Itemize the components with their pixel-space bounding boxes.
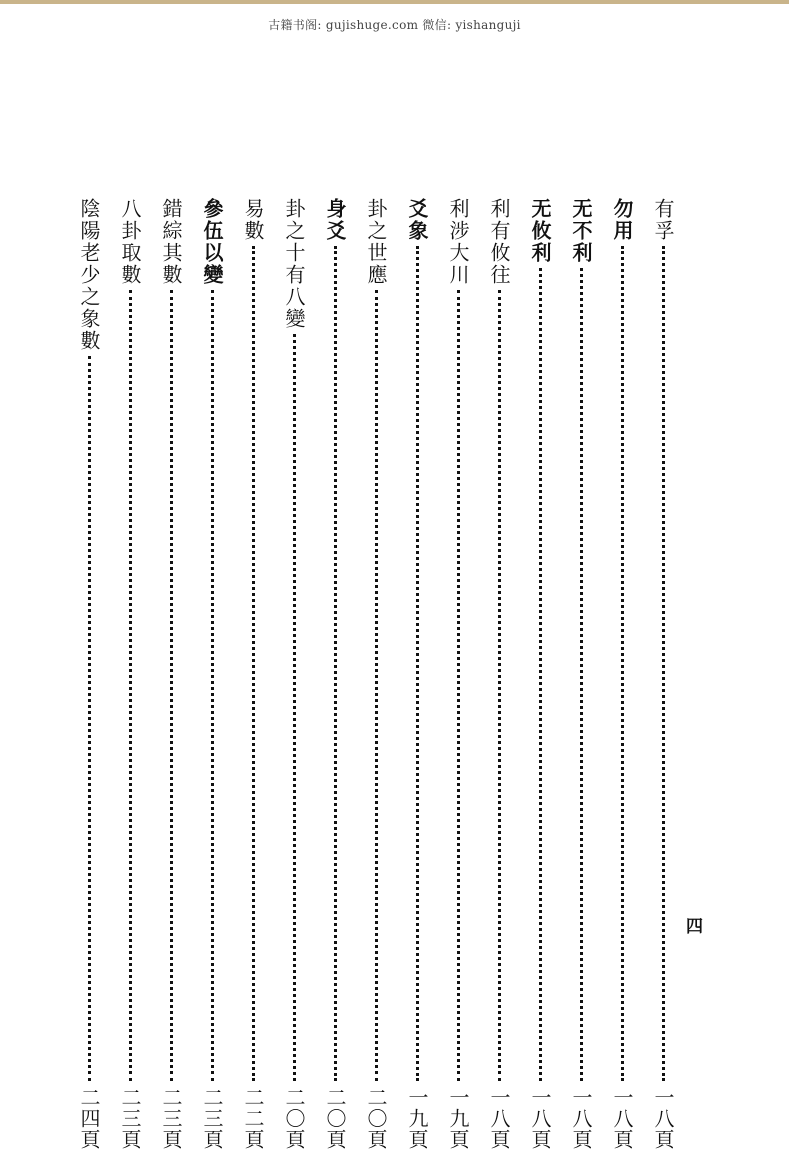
- entry-title: 八卦取數: [118, 198, 142, 286]
- entry-page: 二二頁: [241, 1087, 265, 1150]
- toc-entry[interactable]: [482, 198, 516, 1150]
- toc-entry[interactable]: [523, 198, 557, 1150]
- entry-title: 易數: [241, 198, 265, 242]
- entry-page: 一八頁: [610, 1087, 634, 1150]
- entry-title: 无攸利: [528, 198, 552, 264]
- dot-leader: [539, 268, 542, 1081]
- dot-leader: [334, 246, 337, 1081]
- toc-entry[interactable]: [195, 198, 229, 1150]
- entry-title: 參伍以變: [200, 198, 224, 286]
- entry-title: 身爻: [323, 198, 347, 242]
- entry-page: 二〇頁: [364, 1087, 388, 1150]
- dot-leader: [170, 290, 173, 1081]
- entry-page: 二〇頁: [282, 1087, 306, 1150]
- entry-page: 一九頁: [446, 1087, 470, 1150]
- entry-title: 陰陽老少之象數: [77, 198, 101, 352]
- entry-title: 利有攸往: [487, 198, 511, 286]
- watermark-text: 古籍书阁: gujishuge.com 微信: yishanguji: [268, 18, 521, 32]
- dot-leader: [129, 290, 132, 1081]
- entry-title: 錯綜其數: [159, 198, 183, 286]
- dot-leader: [662, 246, 665, 1081]
- dot-leader: [457, 290, 460, 1081]
- toc-entry[interactable]: [605, 198, 639, 1150]
- entry-page: 二三頁: [118, 1087, 142, 1150]
- dot-leader: [88, 356, 91, 1081]
- entry-page: 二三頁: [159, 1087, 183, 1150]
- entry-page: 二三頁: [200, 1087, 224, 1150]
- entry-page: 一八頁: [651, 1087, 675, 1150]
- toc-entry[interactable]: [400, 198, 434, 1150]
- dot-leader: [498, 290, 501, 1081]
- entry-title: 有孚: [651, 198, 675, 242]
- entry-page: 一八頁: [487, 1087, 511, 1150]
- entry-page: 一九頁: [405, 1087, 429, 1150]
- toc-entry[interactable]: [441, 198, 475, 1150]
- entry-page: 一八頁: [569, 1087, 593, 1150]
- toc-entry[interactable]: [646, 198, 680, 1150]
- entry-title: 卦之十有八變: [282, 198, 306, 330]
- toc-entry[interactable]: [318, 198, 352, 1150]
- toc-entry[interactable]: [113, 198, 147, 1150]
- toc-entry[interactable]: [564, 198, 598, 1150]
- entry-page: 二〇頁: [323, 1087, 347, 1150]
- entry-page: 一八頁: [528, 1087, 552, 1150]
- dot-leader: [416, 246, 419, 1081]
- entry-page: 二四頁: [77, 1087, 101, 1150]
- toc-entry[interactable]: [72, 198, 106, 1150]
- entry-title: 爻象: [405, 198, 429, 242]
- toc-entry[interactable]: [277, 198, 311, 1150]
- toc-entry[interactable]: [359, 198, 393, 1150]
- entry-title: 利涉大川: [446, 198, 470, 286]
- dot-leader: [293, 334, 296, 1081]
- toc-entry[interactable]: [236, 198, 270, 1150]
- dot-leader: [580, 268, 583, 1081]
- entry-title: 勿用: [610, 198, 634, 242]
- dot-leader: [211, 290, 214, 1081]
- toc-entry[interactable]: [154, 198, 188, 1150]
- dot-leader: [621, 246, 624, 1081]
- dot-leader: [252, 246, 255, 1081]
- entry-title: 无不利: [569, 198, 593, 264]
- entry-title: 卦之世應: [364, 198, 388, 286]
- page-number: 四: [686, 917, 703, 937]
- dot-leader: [375, 290, 378, 1081]
